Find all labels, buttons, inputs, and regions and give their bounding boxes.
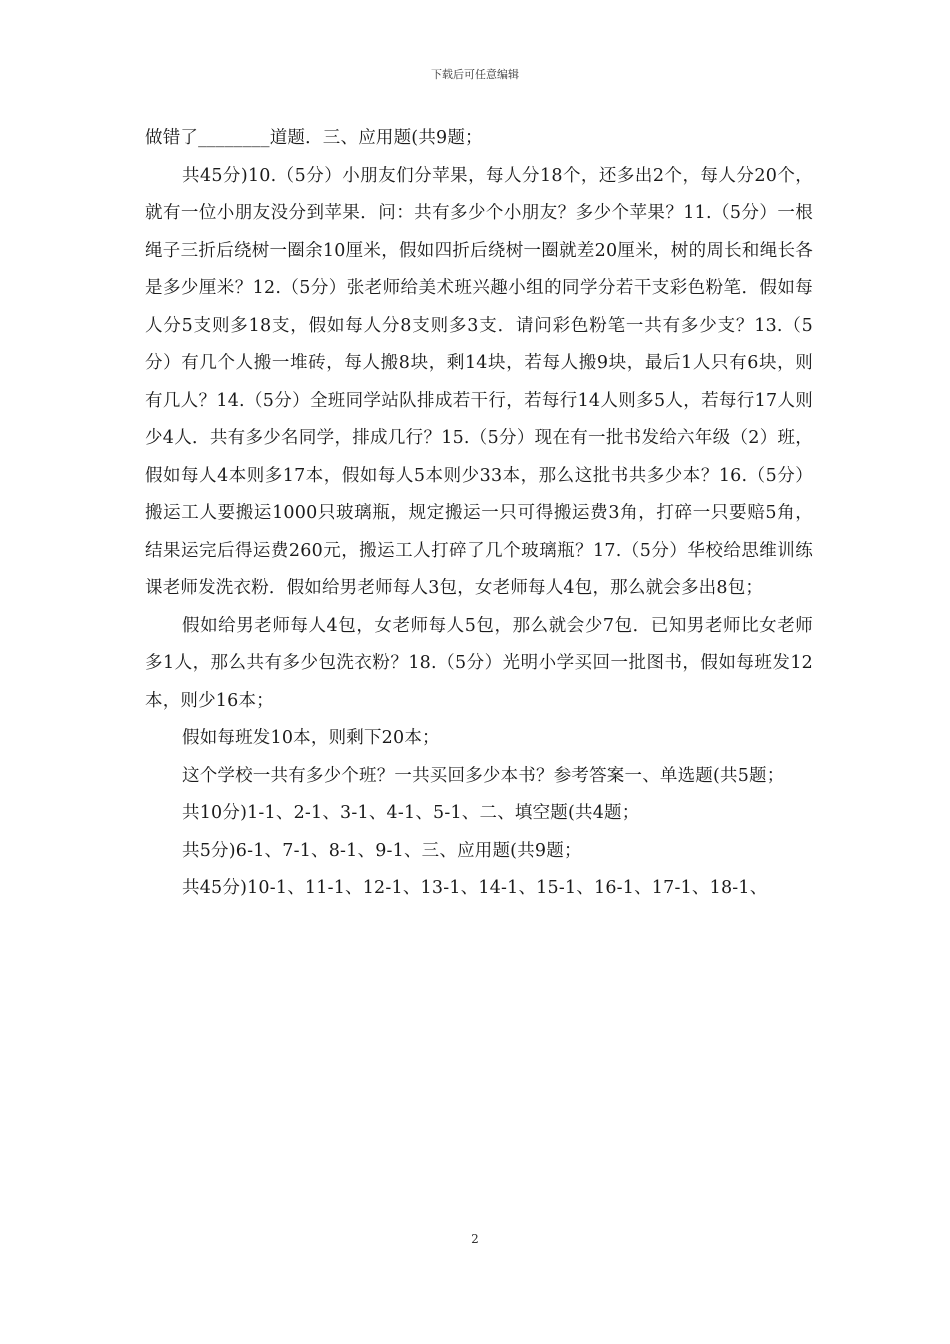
paragraph-5: 这个学校一共有多少个班？一共买回多少本书？参考答案一、单选题(共5题； xyxy=(182,765,785,786)
page-number: 2 xyxy=(471,1232,479,1246)
paragraph-1: 做错了________道题．三、应用题(共9题； xyxy=(145,128,483,148)
paragraph-4: 假如每班发10本，则剩下20本； xyxy=(182,728,440,748)
paragraph-6: 共10分)1-1、2-1、3-1、4-1、5-1、二、填空题(共4题； xyxy=(182,803,640,823)
paragraph-8: 共45分)10-1、11-1、12-1、13-1、14-1、15-1、16-1、17-1、18-1、 xyxy=(182,878,768,898)
paragraph-3: 假如给男老师每人4包，女老师每人5包，那么就会少7包．已知男老师比女老师多1人，那么共有多少包洗衣粉？18.（5分）光明小学买回一批图书，假如每班发12本，则少16本； xyxy=(145,615,813,711)
page-header-note: 下载后可任意编辑 xyxy=(431,68,519,81)
paragraph-7: 共5分)6-1、7-1、8-1、9-1、三、应用题(共9题； xyxy=(182,840,582,861)
document-body xyxy=(145,120,813,908)
paragraph-2: 共45分)10.（5分）小朋友们分苹果，每人分18个，还多出2个，每人分20个，就有一位小朋友没分到苹果．问：共有多少个小朋友？多少个苹果？11.（5分）一根绳子三折后绕树一圈余10厘米，假如四折后绕树一圈就差20厘米，树的周长和绳长各是多少厘米？12.（5分）张老师给美术班兴趣小组的同学分若干支彩色粉笔．假如每人分5支则多18支，假如每人分8支则多3支．请问彩色粉笔一共有多少支？13.（5分）有几个人搬一堆砖，每人搬8块，剩14块，若每人搬9块，最后1人只有6块，则有几人？14.（5分）全班同学站队排成若干行，若每行14人则多5人，若每行17人则少4人．共有多少名同学，排成几行？15.（5分）现在有一批书发给六年级（2）班，假如每人4本则多17本，假如每人5本则少33本，那么这批书共多少本？16.（5分）搬运工人要搬运1000只玻璃瓶，规定搬运一只可得搬运费3角，打碎一只要赔5角，结果运完后得运费260元，搬运工人打碎了几个玻璃瓶？17.（5分）华校给思维训练课老师发洗衣粉．假如给男老师每人3包，女老师每人4包，那么就会多出8包； xyxy=(145,165,813,598)
